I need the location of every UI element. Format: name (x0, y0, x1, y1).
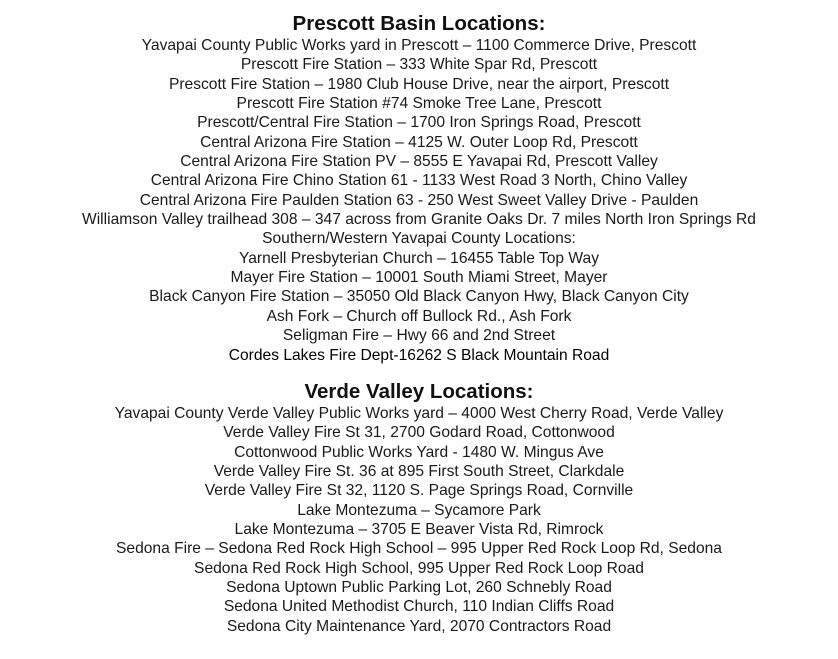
location-line: Seligman Fire – Hwy 66 and 2nd Street (282, 327, 556, 345)
southern-western-subheading: Southern/Western Yavapai County Locations: (262, 230, 576, 248)
location-line: Lake Montezuma – Sycamore Park (297, 501, 541, 519)
location-line: Sedona City Maintenance Yard, 2070 Contractors Road (226, 617, 612, 635)
verde-valley-heading: Verde Valley Locations: (304, 379, 534, 403)
location-line: Cordes Lakes Fire Dept-16262 S Black Mountain Road (228, 346, 610, 364)
location-line: Sedona United Methodist Church, 110 Indian Cliffs Road (223, 598, 615, 616)
location-line: Sedona Fire – Sedona Red Rock High School – 995 Upper Red Rock Loop Rd, Sedona (116, 540, 722, 558)
location-line: Prescott Fire Station – 1980 Club House Drive, near the airport, Prescott (168, 75, 670, 93)
location-line: Prescott Fire Station #74 Smoke Tree Lane, Prescott (236, 95, 602, 113)
location-line: Black Canyon Fire Station – 35050 Old Black Canyon Hwy, Black Canyon City (149, 288, 689, 306)
location-line: Yavapai County Verde Valley Public Works yard – 4000 West Cherry Road, Verde Valley (114, 404, 724, 422)
location-line: Mayer Fire Station – 10001 South Miami Street, Mayer (230, 269, 608, 287)
location-line: Sedona Red Rock High School, 995 Upper Red Rock Loop Road (194, 559, 644, 577)
location-line: Williamson Valley trailhead 308 – 347 across from Granite Oaks Dr. 7 miles North Iron Springs Rd (82, 211, 756, 229)
location-line: Verde Valley Fire St 31, 2700 Godard Road, Cottonwood (223, 424, 615, 442)
location-line: Verde Valley Fire St. 36 at 895 First South Street, Clarkdale (213, 462, 625, 480)
location-line: Ash Fork – Church off Bullock Rd., Ash Fork (266, 307, 572, 325)
location-line: Lake Montezuma – 3705 E Beaver Vista Rd, Rimrock (234, 520, 604, 538)
verde-valley-section (0, 380, 838, 636)
location-line: Central Arizona Fire Station PV – 8555 E Yavapai Rd, Prescott Valley (180, 153, 658, 171)
location-line: Yavapai County Public Works yard in Prescott – 1100 Commerce Drive, Prescott (141, 37, 697, 54)
location-line: Cottonwood Public Works Yard - 1480 W. Mingus Ave (234, 443, 604, 461)
location-line: Verde Valley Fire St 32, 1120 S. Page Springs Road, Cornville (204, 482, 634, 500)
prescott-basin-section (0, 12, 838, 365)
location-line: Sedona Uptown Public Parking Lot, 260 Schnebly Road (226, 578, 612, 596)
location-line: Prescott Fire Station – 333 White Spar Rd, Prescott (240, 56, 598, 74)
location-line: Central Arizona Fire Paulden Station 63 - 250 West Sweet Valley Drive - Paulden (139, 191, 699, 209)
prescott-basin-heading: Prescott Basin Locations: (292, 12, 546, 35)
location-line: Central Arizona Fire Chino Station 61 - 1133 West Road 3 North, Chino Valley (150, 172, 688, 190)
location-line: Central Arizona Fire Station – 4125 W. Outer Loop Rd, Prescott (200, 133, 638, 151)
location-line: Prescott/Central Fire Station – 1700 Iron Springs Road, Prescott (197, 114, 641, 132)
location-line: Yarnell Presbyterian Church – 16455 Table Top Way (238, 249, 600, 267)
